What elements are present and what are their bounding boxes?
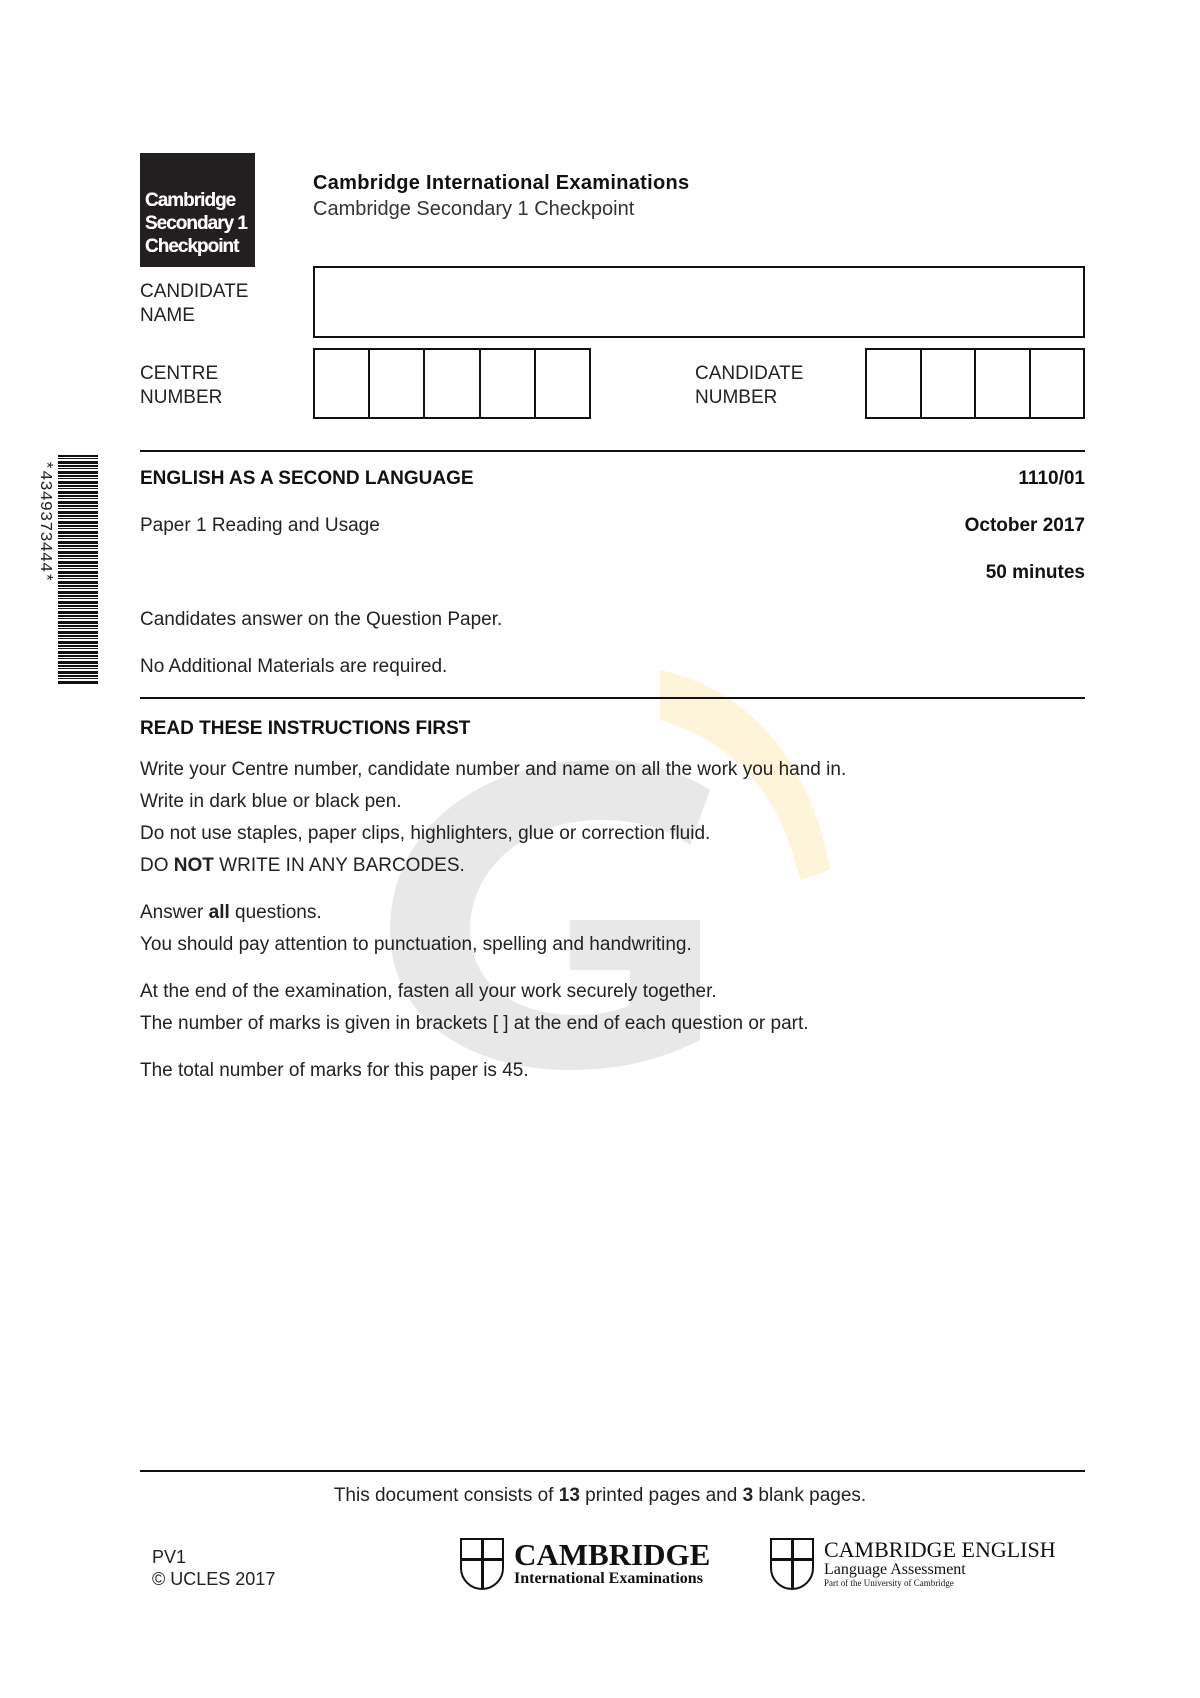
barcode-number: *4349373444* bbox=[35, 460, 54, 583]
checkpoint-logo: Cambridge Secondary 1 Checkpoint bbox=[140, 153, 255, 267]
instruction-line: At the end of the examination, fasten all your work securely together. bbox=[140, 981, 717, 1002]
barcode bbox=[58, 455, 98, 685]
divider bbox=[140, 697, 1085, 699]
digit-box[interactable] bbox=[922, 350, 977, 417]
centre-number-field[interactable] bbox=[313, 348, 591, 419]
shield-icon bbox=[770, 1538, 814, 1590]
candidate-name-field[interactable] bbox=[313, 266, 1085, 338]
answer-note: Candidates answer on the Question Paper. bbox=[140, 609, 503, 630]
instruction-line: You should pay attention to punctuation, spelling and handwriting. bbox=[140, 934, 692, 955]
candidate-number-label: CANDIDATE NUMBER bbox=[695, 363, 804, 408]
document-reference: PV1 © UCLES 2017 bbox=[152, 1547, 276, 1589]
digit-box[interactable] bbox=[315, 350, 370, 417]
digit-box[interactable] bbox=[976, 350, 1031, 417]
instruction-line: Answer all questions. bbox=[140, 902, 322, 923]
exam-board-name: Cambridge International Examinations bbox=[313, 172, 690, 194]
digit-box[interactable] bbox=[425, 350, 480, 417]
instructions-heading: READ THESE INSTRUCTIONS FIRST bbox=[140, 718, 471, 739]
materials-note: No Additional Materials are required. bbox=[140, 656, 448, 677]
exam-duration: 50 minutes bbox=[985, 562, 1085, 583]
cambridge-english-logo: CAMBRIDGE ENGLISH Language Assessment Part of the University of Cambridge bbox=[770, 1538, 1056, 1590]
instruction-line: Write in dark blue or black pen. bbox=[140, 791, 402, 812]
divider bbox=[140, 1470, 1085, 1472]
centre-number-label: CENTRE NUMBER bbox=[140, 363, 223, 408]
instruction-line: Do not use staples, paper clips, highlighters, glue or correction fluid. bbox=[140, 823, 711, 844]
digit-box[interactable] bbox=[536, 350, 589, 417]
paper-code: 1110/01 bbox=[1018, 468, 1085, 489]
paper-title: Paper 1 Reading and Usage bbox=[140, 515, 380, 536]
digit-box[interactable] bbox=[1031, 350, 1084, 417]
shield-icon bbox=[460, 1538, 504, 1590]
instruction-line: DO NOT WRITE IN ANY BARCODES. bbox=[140, 855, 465, 876]
page-count-note: This document consists of 13 printed pages and 3 blank pages. bbox=[333, 1485, 867, 1506]
programme-name: Cambridge Secondary 1 Checkpoint bbox=[313, 198, 635, 220]
cie-logo: CAMBRIDGE International Examinations bbox=[460, 1538, 710, 1590]
digit-box[interactable] bbox=[370, 350, 425, 417]
instruction-line: The total number of marks for this paper is 45. bbox=[140, 1060, 529, 1081]
instruction-line: Write your Centre number, candidate number and name on all the work you hand in. bbox=[140, 759, 847, 780]
instruction-line: The number of marks is given in brackets [ ] at the end of each question or part. bbox=[140, 1013, 809, 1034]
digit-box[interactable] bbox=[481, 350, 536, 417]
divider bbox=[140, 450, 1085, 452]
digit-box[interactable] bbox=[867, 350, 922, 417]
copyright: © UCLES 2017 bbox=[152, 1569, 276, 1589]
instructions-list bbox=[140, 754, 1085, 1087]
exam-session: October 2017 bbox=[964, 515, 1085, 536]
candidate-number-field[interactable] bbox=[865, 348, 1085, 419]
candidate-name-label: CANDIDATE NAME bbox=[140, 281, 249, 326]
subject-title: ENGLISH AS A SECOND LANGUAGE bbox=[140, 468, 474, 489]
